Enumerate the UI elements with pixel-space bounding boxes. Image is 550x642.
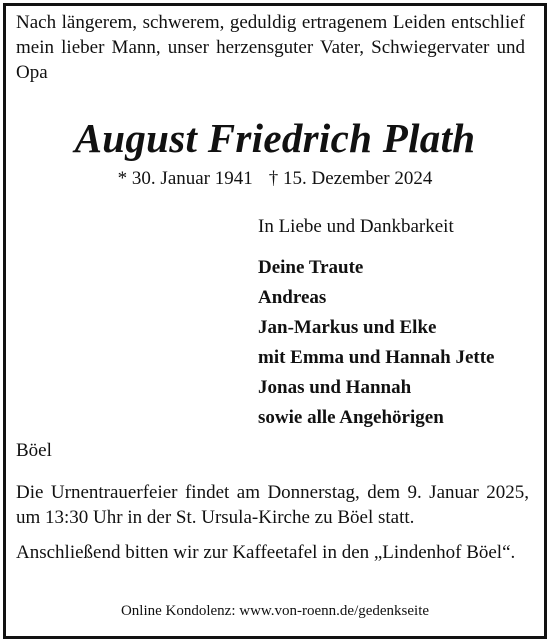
life-dates [0, 167, 550, 191]
mourners-list [258, 253, 494, 433]
deceased-name: August Friedrich Plath [74, 115, 476, 161]
online-condolence: Online Kondolenz: www.von-roenn.de/gedenkseite [120, 603, 430, 619]
reception-text: Anschließend bitten wir zur Kaffeetafel in den „Lindenhof Böel“. [16, 542, 516, 563]
death-date: † 15. Dezember 2024 [268, 168, 433, 189]
mourner-item: Jan-Markus und Elke [258, 317, 437, 338]
mourner-item: Deine Traute [258, 257, 364, 278]
love-line: In Liebe und Dankbarkeit [258, 216, 454, 237]
mourner-item: Andreas [258, 287, 327, 308]
intro-text: Nach längerem, schwerem, geduldig ertragenem Leiden entschlief mein lieber Mann, unser herzensguter Vater, Schwiegervater und Opa [16, 12, 525, 83]
place-name: Böel [16, 440, 52, 461]
ceremony-text: Die Urnentrauerfeier findet am Donnerstag, dem 9. Januar 2025, um 13:30 Uhr in der St. Ursula-Kirche zu Böel statt. [16, 482, 529, 528]
mourner-item: Jonas und Hannah [258, 377, 412, 398]
mourner-item: sowie alle Angehörigen [258, 407, 444, 428]
birth-date: * 30. Januar 1941 [117, 168, 253, 189]
mourner-item: mit Emma und Hannah Jette [258, 347, 495, 368]
